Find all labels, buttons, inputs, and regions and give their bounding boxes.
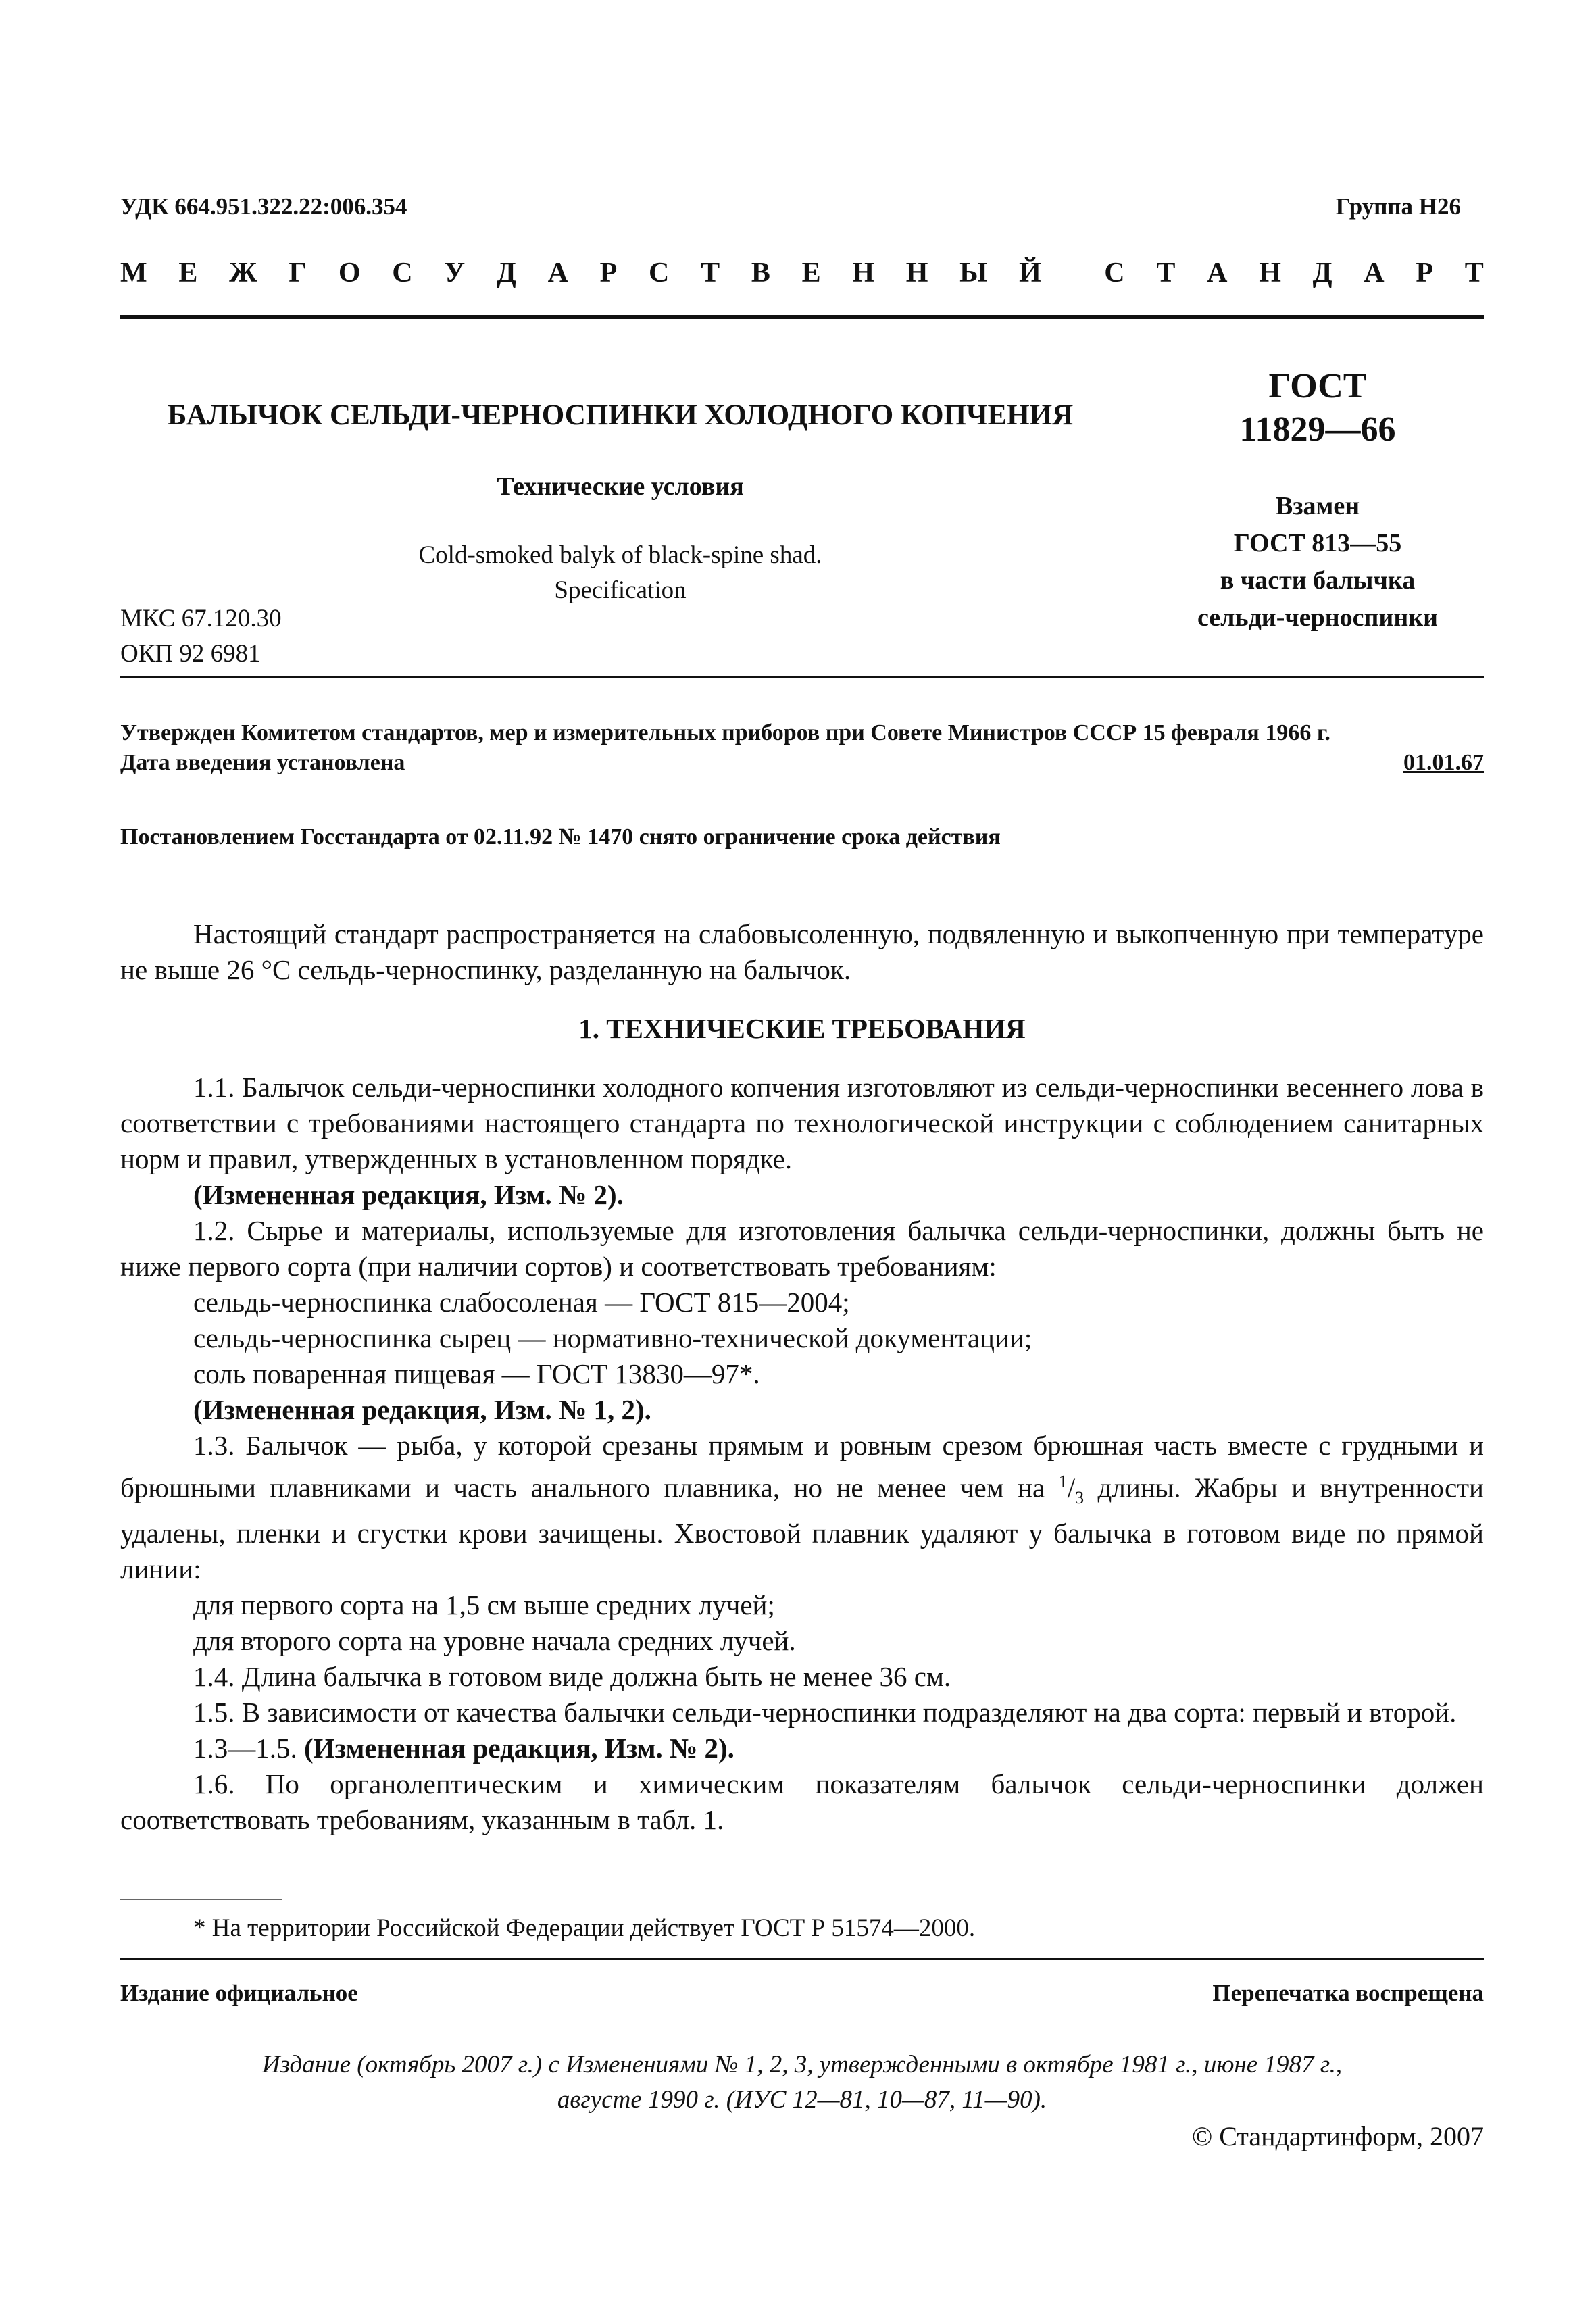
gost-number: [1122, 365, 1514, 451]
heading-letter: Е: [178, 257, 198, 289]
english-title-line2: Specification: [554, 576, 687, 604]
clause-1-3-1-5: [120, 1731, 1484, 1766]
udk-code: УДК 664.951.322.22:006.354: [120, 193, 407, 220]
section-heading: 1. ТЕХНИЧЕСКИЕ ТРЕБОВАНИЯ: [578, 1013, 1026, 1044]
list-item: для первого сорта на 1,5 см выше средних лучей;: [193, 1589, 775, 1620]
heading-letter: А: [1364, 257, 1385, 289]
intro-paragraph: Настоящий стандарт распространяется на слабовысоленную, подвяленную и выкопченную при температуре не выше 26 °С сельдь-черноспинку, разделанную на балычок.: [120, 918, 1484, 985]
heading-letter: Й: [1019, 257, 1041, 289]
clause-1-2: 1.2. Сырье и материалы, используемые для изготовления балычка сельди-черноспинки, должны быть не ниже первого сорта (при наличии сортов) и соответствовать требованиям:: [120, 1215, 1484, 1282]
replacement-line: сельди-черноспинки: [1197, 603, 1439, 632]
okp-code: ОКП 92 6981: [120, 640, 261, 668]
replacement-line: Взамен: [1275, 492, 1360, 520]
heading-letter: Ы: [959, 257, 988, 289]
replacement-note: [1122, 488, 1514, 637]
heading-letter: Р: [599, 257, 618, 289]
date-value: 01.01.67: [1403, 750, 1484, 775]
clause-1-6: 1.6. По органолептическим и химическим показателям балычок сельди-черноспинки должен соответствовать требованиям, указанным в табл. 1.: [120, 1768, 1484, 1835]
english-title-line1: Cold-smoked balyk of black-spine shad.: [418, 541, 822, 569]
heading-letter: С: [649, 257, 670, 289]
document-body: [120, 916, 1484, 1838]
english-title: [120, 538, 1120, 608]
heading-letter: Д: [1312, 257, 1332, 289]
heading-letter: Н: [1259, 257, 1281, 289]
heading-letter: С: [1104, 257, 1125, 289]
clause-1-3-text: 1.3. Балычок — рыба, у которой срезаны прямым и ровным срезом брюшная часть вместе с грудными и брюшными плавниками и часть анального плавника, но не менее чем на: [120, 1430, 1484, 1503]
copyright: © Стандартинформ, 2007: [1191, 2121, 1484, 2151]
fraction-numerator: 1: [1058, 1472, 1068, 1491]
heading-letter: Н: [905, 257, 928, 289]
heading-letter: Г: [289, 257, 307, 289]
standard-type-heading: [120, 257, 1484, 289]
gost-label: ГОСТ: [1268, 367, 1367, 405]
footer-rule: [120, 1958, 1484, 1960]
header-rule: [120, 315, 1484, 319]
heading-letter: А: [1207, 257, 1228, 289]
document-title: БАЛЫЧОК СЕЛЬДИ-ЧЕРНОСПИНКИ ХОЛОДНОГО КОПЧЕНИЯ: [167, 399, 1074, 431]
mks-code: МКС 67.120.30: [120, 605, 282, 632]
group-code: Группа Н26: [1335, 193, 1461, 220]
heading-letter: Т: [1156, 257, 1176, 289]
heading-letter: М: [120, 257, 147, 289]
clause-1-3: 1.3. Балычок — рыба, у которой срезаны прямым и ровным срезом брюшная часть вместе с грудными и брюшными плавниками и часть анального плавника, но не менее чем на $^1/_3$ длины. Жабры и внутренности удалены, пленки и сгустки крови зачищены. Хвостовой плавник удаляют у балычка в готовом виде по прямой линии:: [120, 1430, 1484, 1585]
heading-letter: Н: [852, 257, 875, 289]
heading-letter: Т: [701, 257, 720, 289]
amendment-note: (Измененная редакция, Изм. № 2).: [193, 1179, 624, 1210]
document-subtitle: Технические условия: [497, 472, 744, 501]
heading-letter: О: [338, 257, 361, 289]
footnote: * На территории Российской Федерации действует ГОСТ Р 51574—2000.: [193, 1914, 976, 1942]
heading-letter: Р: [1416, 257, 1433, 289]
replacement-line: ГОСТ 813—55: [1233, 529, 1402, 557]
heading-letter: Т: [1464, 257, 1484, 289]
footnote-rule: [120, 1899, 282, 1900]
clause-range: 1.3—1.5.: [193, 1732, 297, 1764]
heading-letter: У: [444, 257, 466, 289]
list-item: для второго сорта на уровне начала средних лучей.: [193, 1624, 796, 1656]
clause-1-1: 1.1. Балычок сельди-черноспинки холодного копчения изготовляют из сельди-черноспинки весеннего лова в соответствии с требованиями настоящего стандарта по технологической инструкции с соблюдением санитарных норм и правил, утвержденных в установленном порядке.: [120, 1072, 1484, 1174]
fraction-denominator: 3: [1075, 1487, 1084, 1508]
gost-code: 11829—66: [1239, 410, 1396, 449]
classification-codes: [120, 601, 282, 672]
edition-note: [120, 2047, 1484, 2118]
edition-note-line2: августе 1990 г. (ИУС 12—81, 10—87, 11—90).: [557, 2086, 1047, 2114]
clause-1-3-text-cont: длины. Жабры и внутренности удалены, пленки и сгустки крови зачищены. Хвостовой плавник удаляют у балычка в готовом виде по прямой линии:: [120, 1472, 1484, 1585]
approval-statement: Утвержден Комитетом стандартов, мер и измерительных приборов при Совете Министров СССР 15 февраля 1966 г.: [120, 720, 1330, 745]
list-item: сельдь-черноспинка слабосоленая — ГОСТ 815—2004;: [193, 1287, 850, 1318]
date-label: Дата введения установлена: [120, 750, 405, 775]
replacement-line: в части балычка: [1220, 566, 1416, 595]
edition-note-line1: Издание (октябрь 2007 г.) с Изменениями № 1, 2, 3, утвержденными в октябре 1981 г., июне 1987 г.,: [261, 2051, 1343, 2078]
heading-letter: С: [392, 257, 413, 289]
amendment-note: (Измененная редакция, Изм. № 1, 2).: [193, 1394, 651, 1425]
amendment-note: (Измененная редакция, Изм. № 2).: [304, 1732, 734, 1764]
introduction-date: [120, 750, 1484, 776]
list-item: соль поваренная пищевая — ГОСТ 13830—97*.: [193, 1358, 760, 1389]
title-rule: [120, 676, 1484, 678]
decree-note: Постановлением Госстандарта от 02.11.92 № 1470 снято ограничение срока действия: [120, 824, 1001, 849]
list-item: сельдь-черноспинка сырец — нормативно-технической документации;: [193, 1322, 1032, 1353]
clause-1-5: 1.5. В зависимости от качества балычки сельди-черноспинки подразделяют на два сорта: первый и второй.: [193, 1696, 1457, 1728]
reprint-prohibited: Перепечатка воспрещена: [1212, 1980, 1484, 2006]
heading-letter: Ж: [229, 257, 257, 289]
heading-letter: Е: [801, 257, 821, 289]
heading-letter: Д: [496, 257, 516, 289]
edition-row: [120, 1980, 1484, 2007]
heading-letter: В: [751, 257, 770, 289]
heading-letter: А: [547, 257, 568, 289]
edition-official: Издание официальное: [120, 1980, 358, 2006]
clause-1-4: 1.4. Длина балычка в готовом виде должна быть не менее 36 см.: [193, 1660, 951, 1692]
